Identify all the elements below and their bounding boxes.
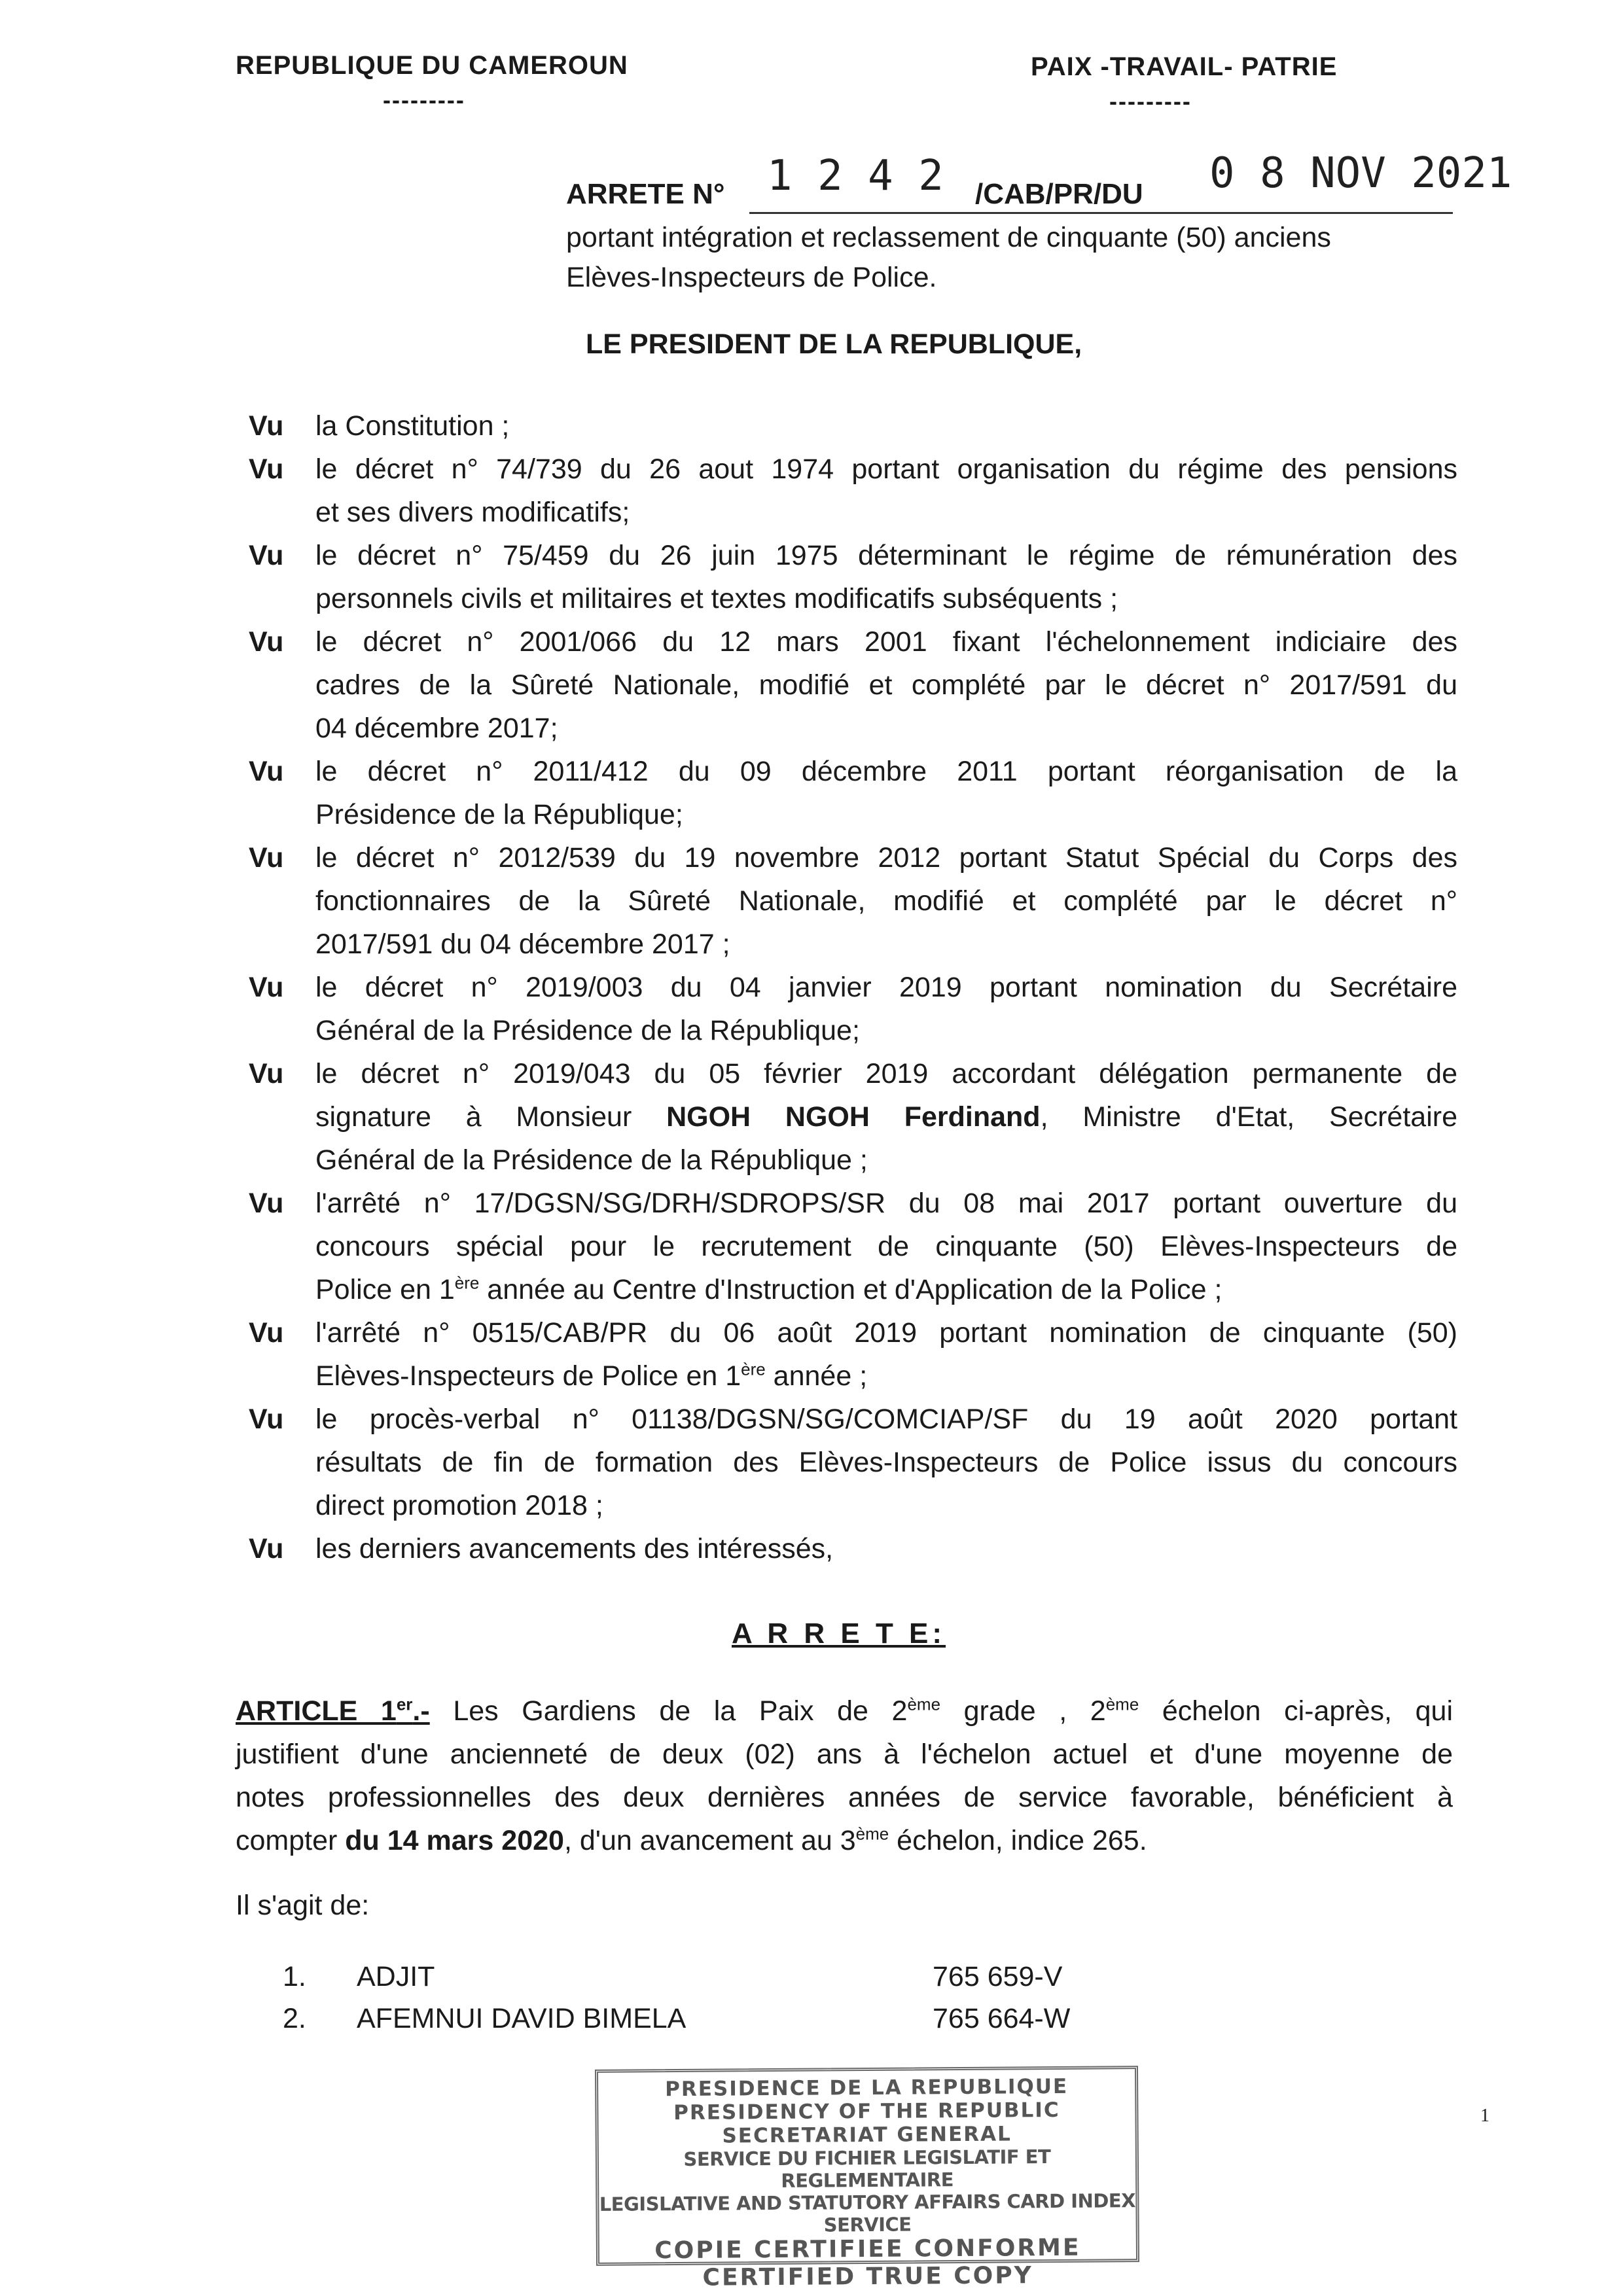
vu-text-line: Police en 1ère année au Centre d'Instruction et d'Application de la Police ; (315, 1273, 1222, 1305)
vu-label: Vu (249, 1404, 284, 1435)
article-1-line-3: notes professionnelles des deux dernières années de service favorable, bénéficient à (236, 1782, 1453, 1813)
certified-copy-stamp (595, 2066, 1139, 2291)
header-left-dashes: --------- (383, 86, 465, 113)
page-number: 1 (1480, 2106, 1489, 2126)
stamp-line-7: CERTIFIED TRUE COPY (702, 2262, 1033, 2291)
stamp-line-4: SERVICE DU FICHIER LEGISLATIF ET REGLEMENTAIRE (683, 2146, 1051, 2192)
list-intro: Il s'agit de: (236, 1890, 370, 1921)
vu-text (315, 404, 1457, 448)
vu-text-line: Général de la Présidence de la République; (315, 1015, 860, 1046)
article-1-line-1: Les Gardiens de la Paix de 2ème grade , 2ème échelon ci-après, qui (453, 1694, 1453, 1727)
article-1 (236, 1689, 1453, 1862)
vu-text-line: et ses divers modificatifs; (315, 497, 630, 528)
vu-text-line: le décret n° 2001/066 du 12 mars 2001 fixant l'échelonnement indiciaire des (315, 626, 1457, 658)
stamp-line-6: COPIE CERTIFIEE CONFORME (654, 2234, 1081, 2265)
vu-label: Vu (249, 1058, 284, 1089)
decree-underline (749, 212, 1453, 214)
vu-text (315, 1182, 1457, 1311)
vu-label: Vu (249, 756, 284, 787)
article-1-label: ARTICLE 1er.- (236, 1694, 430, 1727)
vu-text-line: cadres de la Sûreté Nationale, modifié et complété par le décret n° 2017/591 du (315, 669, 1457, 701)
vu-label: Vu (249, 972, 284, 1003)
stamp-line-1: PRESIDENCE DE LA REPUBLIQUE (665, 2074, 1069, 2102)
list-item-number: 2. (283, 2003, 306, 2034)
vu-text-line: le décret n° 2019/043 du 05 février 2019 accordant délégation permanente de (315, 1058, 1457, 1089)
vu-text-line: personnels civils et militaires et textes modificatifs subséquents ; (315, 583, 1118, 614)
header-republic: REPUBLIQUE DU CAMEROUN (236, 51, 628, 80)
vu-text-line: l'arrêté n° 0515/CAB/PR du 06 août 2019 portant nomination de cinquante (50) (315, 1317, 1457, 1349)
vu-text-line: l'arrêté n° 17/DGSN/SG/DRH/SDROPS/SR du 08 mai 2017 portant ouverture du (315, 1188, 1457, 1219)
vu-text-line: les derniers avancements des intéressés, (315, 1533, 834, 1564)
vu-text-line: Général de la Présidence de la République ; (315, 1144, 868, 1176)
list-item-id: 765 664-W (933, 2003, 1071, 2034)
vu-text-line: le décret n° 2011/412 du 09 décembre 2011 portant réorganisation de la (315, 756, 1457, 787)
vu-text-line: le procès-verbal n° 01138/DGSN/SG/COMCIAP/SF du 19 août 2020 portant (315, 1404, 1457, 1435)
vu-text-line: fonctionnaires de la Sûreté Nationale, modifié et complété par le décret n° (315, 885, 1457, 917)
list-item-number: 1. (283, 1961, 306, 1992)
vu-text (315, 1398, 1457, 1527)
vu-text (315, 534, 1457, 620)
vu-text-line: résultats de fin de formation des Elèves-Inspecteurs de Police issus du concours (315, 1447, 1457, 1478)
decree-subject-line1: portant intégration et reclassement de cinquante (50) anciens (566, 222, 1331, 253)
vu-text-line: 04 décembre 2017; (315, 713, 558, 744)
decree-prefix: ARRETE N° (566, 178, 725, 210)
article-1-line-4: compter du 14 mars 2020, d'un avancement au 3ème échelon, indice 265. (236, 1824, 1147, 1856)
vu-text (315, 1052, 1457, 1182)
list-item-id: 765 659-V (933, 1961, 1063, 1992)
decree-suffix: /CAB/PR/DU (975, 178, 1143, 210)
vu-text (315, 966, 1457, 1052)
vu-label: Vu (249, 1317, 284, 1349)
list-item-name: ADJIT (357, 1961, 435, 1992)
vu-label: Vu (249, 842, 284, 874)
vu-text (315, 1311, 1457, 1398)
vu-text (315, 836, 1457, 966)
vu-label: Vu (249, 410, 284, 442)
arrete-heading: A R R E T E: (732, 1617, 946, 1650)
vu-text-line: Présidence de la République; (315, 799, 683, 830)
stamp-line-3: SECRETARIAT GENERAL (722, 2122, 1012, 2148)
vu-text-line: concours spécial pour le recrutement de cinquante (50) Elèves-Inspecteurs de (315, 1231, 1457, 1262)
list-item-name: AFEMNUI DAVID BIMELA (357, 2003, 687, 2034)
vu-text-line: le décret n° 2012/539 du 19 novembre 2012 portant Statut Spécial du Corps des (315, 842, 1457, 874)
vu-text-line: Elèves-Inspecteurs de Police en 1ère année ; (315, 1359, 868, 1392)
decree-date: 0 8 NOV 2021 (1209, 149, 1512, 198)
vu-text-line: signature à Monsieur NGOH NGOH Ferdinand, Ministre d'Etat, Secrétaire (315, 1101, 1457, 1133)
vu-label: Vu (249, 1188, 284, 1219)
header-right-dashes: --------- (1109, 88, 1192, 115)
vu-text-line: 2017/591 du 04 décembre 2017 ; (315, 928, 730, 960)
vu-text-line: la Constitution ; (315, 410, 510, 442)
vu-label: Vu (249, 540, 284, 571)
vu-label: Vu (249, 626, 284, 658)
vu-text-line: le décret n° 74/739 du 26 aout 1974 portant organisation du régime des pensions (315, 453, 1457, 485)
article-1-line (236, 1689, 1453, 1733)
vu-text-line: le décret n° 75/459 du 26 juin 1975 déterminant le régime de rémunération des (315, 540, 1457, 571)
article-1-line-2: justifient d'une ancienneté de deux (02) ans à l'échelon actuel et d'une moyenne de (236, 1739, 1453, 1770)
vu-label: Vu (249, 1533, 284, 1564)
president-heading: LE PRESIDENT DE LA REPUBLIQUE, (586, 328, 1082, 360)
vu-text (315, 448, 1457, 534)
vu-label: Vu (249, 453, 284, 485)
vu-text (315, 620, 1457, 750)
stamp-line-2: PRESIDENCY OF THE REPUBLIC (673, 2098, 1060, 2125)
header-motto: PAIX -TRAVAIL- PATRIE (1031, 52, 1338, 81)
vu-text (315, 750, 1457, 836)
decree-number: 1 2 4 2 (767, 152, 944, 200)
vu-text-line: direct promotion 2018 ; (315, 1490, 603, 1521)
vu-text-line: le décret n° 2019/003 du 04 janvier 2019 portant nomination du Secrétaire (315, 972, 1457, 1003)
stamp-line-5: LEGISLATIVE AND STATUTORY AFFAIRS CARD INDEX SERVICE (599, 2189, 1136, 2236)
vu-text (315, 1527, 1457, 1570)
decree-subject-line2: Elèves-Inspecteurs de Police. (566, 262, 937, 293)
